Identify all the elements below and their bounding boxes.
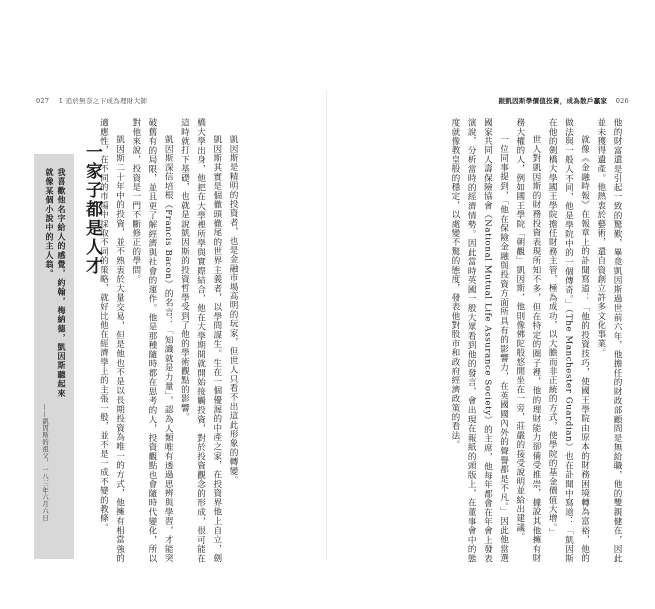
body-paragraph: 凱因斯深信培根（Francis Bacon）的名言：「知識就是力量」，認為人類唯有透過思辨與學習，才能突破舊有的局限，並且更了解經濟與社會的運作。他是那種隨時都在思考的人，投資觀點也會隨時代變化，所以對他來說，投資是一門不斷修正的學問。 bbox=[130, 118, 174, 563]
right-page-number: 026 bbox=[615, 97, 629, 105]
body-paragraph: 就像《金融時報》在報章上的訃聞寫道：「他的投資技巧，使國王學院由原本的財務困境轉為富裕，他的做法與一般人不同，他是學院中的一個傳奇。」（The Manchester Guardian）也在訃聞中寫道：「凱因斯在他的劍橋大學國王學院擔任財務主管，極為成功，以大膽而非正統的方式，使學院的基金價值大增。」 bbox=[547, 118, 590, 563]
left-page bbox=[0, 0, 327, 609]
body-paragraph: 凱因斯二十年中的投資，並不熟衷於大量交易，但是他也不是以長期投資為唯一的方式，他擁有相當強的適應性，在不同的市場中採取不同的策略，就好比他在經濟學上的主張一般，並不是一成不變的教條。 bbox=[98, 118, 125, 563]
epigraph-quote: 我喜歡他名字給人的感覺，約翰，梅納德，凱因斯聽起來就像某個小說中的主人翁。 bbox=[45, 168, 67, 398]
body-paragraph: 世人對凱因斯的財務投資表現所知不多，但在特定的圈子裡，他的理財能力卻備受推崇，據說其他擁有財務大權的人，例如國王學院「朝觀」凱因斯，他則像佛陀般悠閒坐在一旁，莊嚴的接受說明並給出建議。 bbox=[514, 118, 541, 563]
section-title: 一家子都是人才 bbox=[82, 143, 102, 276]
epigraph-attribution: ——凱因斯的祖父，一八三年六月六日 bbox=[41, 404, 48, 522]
body-paragraph: 凱因斯是精明的投資者，也是金融市場高明的玩家，但世人只看不出這此形象的轉變。 bbox=[228, 135, 238, 485]
left-page-number: 027 bbox=[36, 97, 50, 105]
left-page-header bbox=[36, 96, 147, 105]
right-page-header bbox=[499, 96, 630, 105]
left-chapter-title: 1 追於無奈之下成為理財大師 bbox=[58, 97, 148, 105]
body-paragraph: 一位同事提到，「他在保險金融與投資方面所具有的影響力，在英國國內外的聲譽都是不凡。」因此他當選國家共同人壽保險協會（National Mutual Life Assurance Society）的主席，他每年都會在年會上發表演說，分析當時的經濟情勢。因此當時英國一般大眾看到他的發言，會出現在報紙的頭版上，在董事會中的態度就像教皇般的穩定，以處變不驚的態度，發表他對股市和政府經濟政策的看法。 bbox=[449, 118, 509, 563]
body-paragraph: 凱因斯其實是個徹頭徹尾的世界主義者，以學問謀生。生在一個優渥的中產之家，在投資界他上自立，劍橋大學出身，他把在大學裡所學與實際結合，他在大學期間就開始接觸投資，對於投資觀念的形成，很可能在這時就打下基礎，也就是說凱因斯的投資哲學受到了他的學術觀點的影響。 bbox=[179, 118, 222, 563]
right-page bbox=[327, 0, 655, 609]
left-page-body bbox=[31, 118, 241, 563]
right-book-title: 跟凱因斯學價值投資，成為散戶贏家 bbox=[498, 97, 608, 105]
right-page-body bbox=[335, 118, 625, 563]
body-paragraph: 他的財富還是引起一致的驚歎，畢竟凱因斯過世前六年，他擔任的財政部顧問是無給職，他的雙親健在，因此並未獲得遺產。他熱衷於藝術，還自資創立許多文化事業。 bbox=[595, 118, 622, 563]
